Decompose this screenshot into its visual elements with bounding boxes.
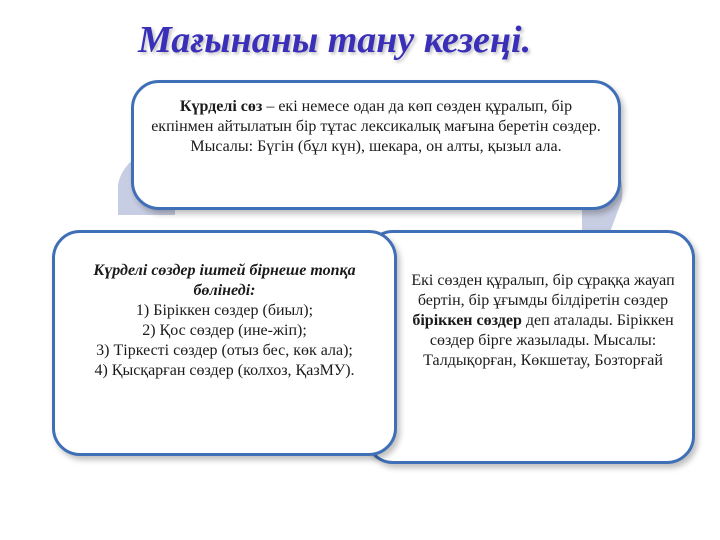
word-type-item: 4) Қысқарған сөздер (колхоз, ҚазМУ). [94, 362, 355, 379]
complex-word-definition: – екі немесе одан да көп сөзден құралып, бір екпінмен айтылатын бір тұтас лексикалық мағына беретін сөздер. Мысалы: Бүгін (бұл күн), шекара, он алты, қызыл ала. [151, 98, 601, 155]
word-type-item: 1) Біріккен сөздер (биыл); [135, 302, 314, 319]
word-types-heading: Күрделі сөздер іштей бірнеше топқа бөлінеді: [93, 262, 356, 299]
merged-words-term: біріккен сөздер [412, 312, 522, 329]
merged-words-card [365, 230, 695, 464]
merged-words-text-before: Екі сөзден құралып, бір сұраққа жауап бертін, бір ұғымды білдіретін сөздер [411, 272, 675, 309]
complex-word-definition-card [131, 80, 621, 210]
word-type-item: 3) Тіркесті сөздер (отыз бес, көк ала); [96, 342, 353, 359]
slide-title: Мағынаны тану кезеңі. [138, 19, 532, 61]
complex-word-term: Күрделі сөз [179, 98, 263, 115]
word-types-card [52, 230, 397, 456]
merged-words-text-after: деп аталады. Біріккен сөздер бірге жазылады. Мысалы: Талдықорған, Көкшетау, Бозторғай [423, 312, 674, 369]
word-type-item: 2) Қос сөздер (ине-жіп); [142, 322, 307, 339]
